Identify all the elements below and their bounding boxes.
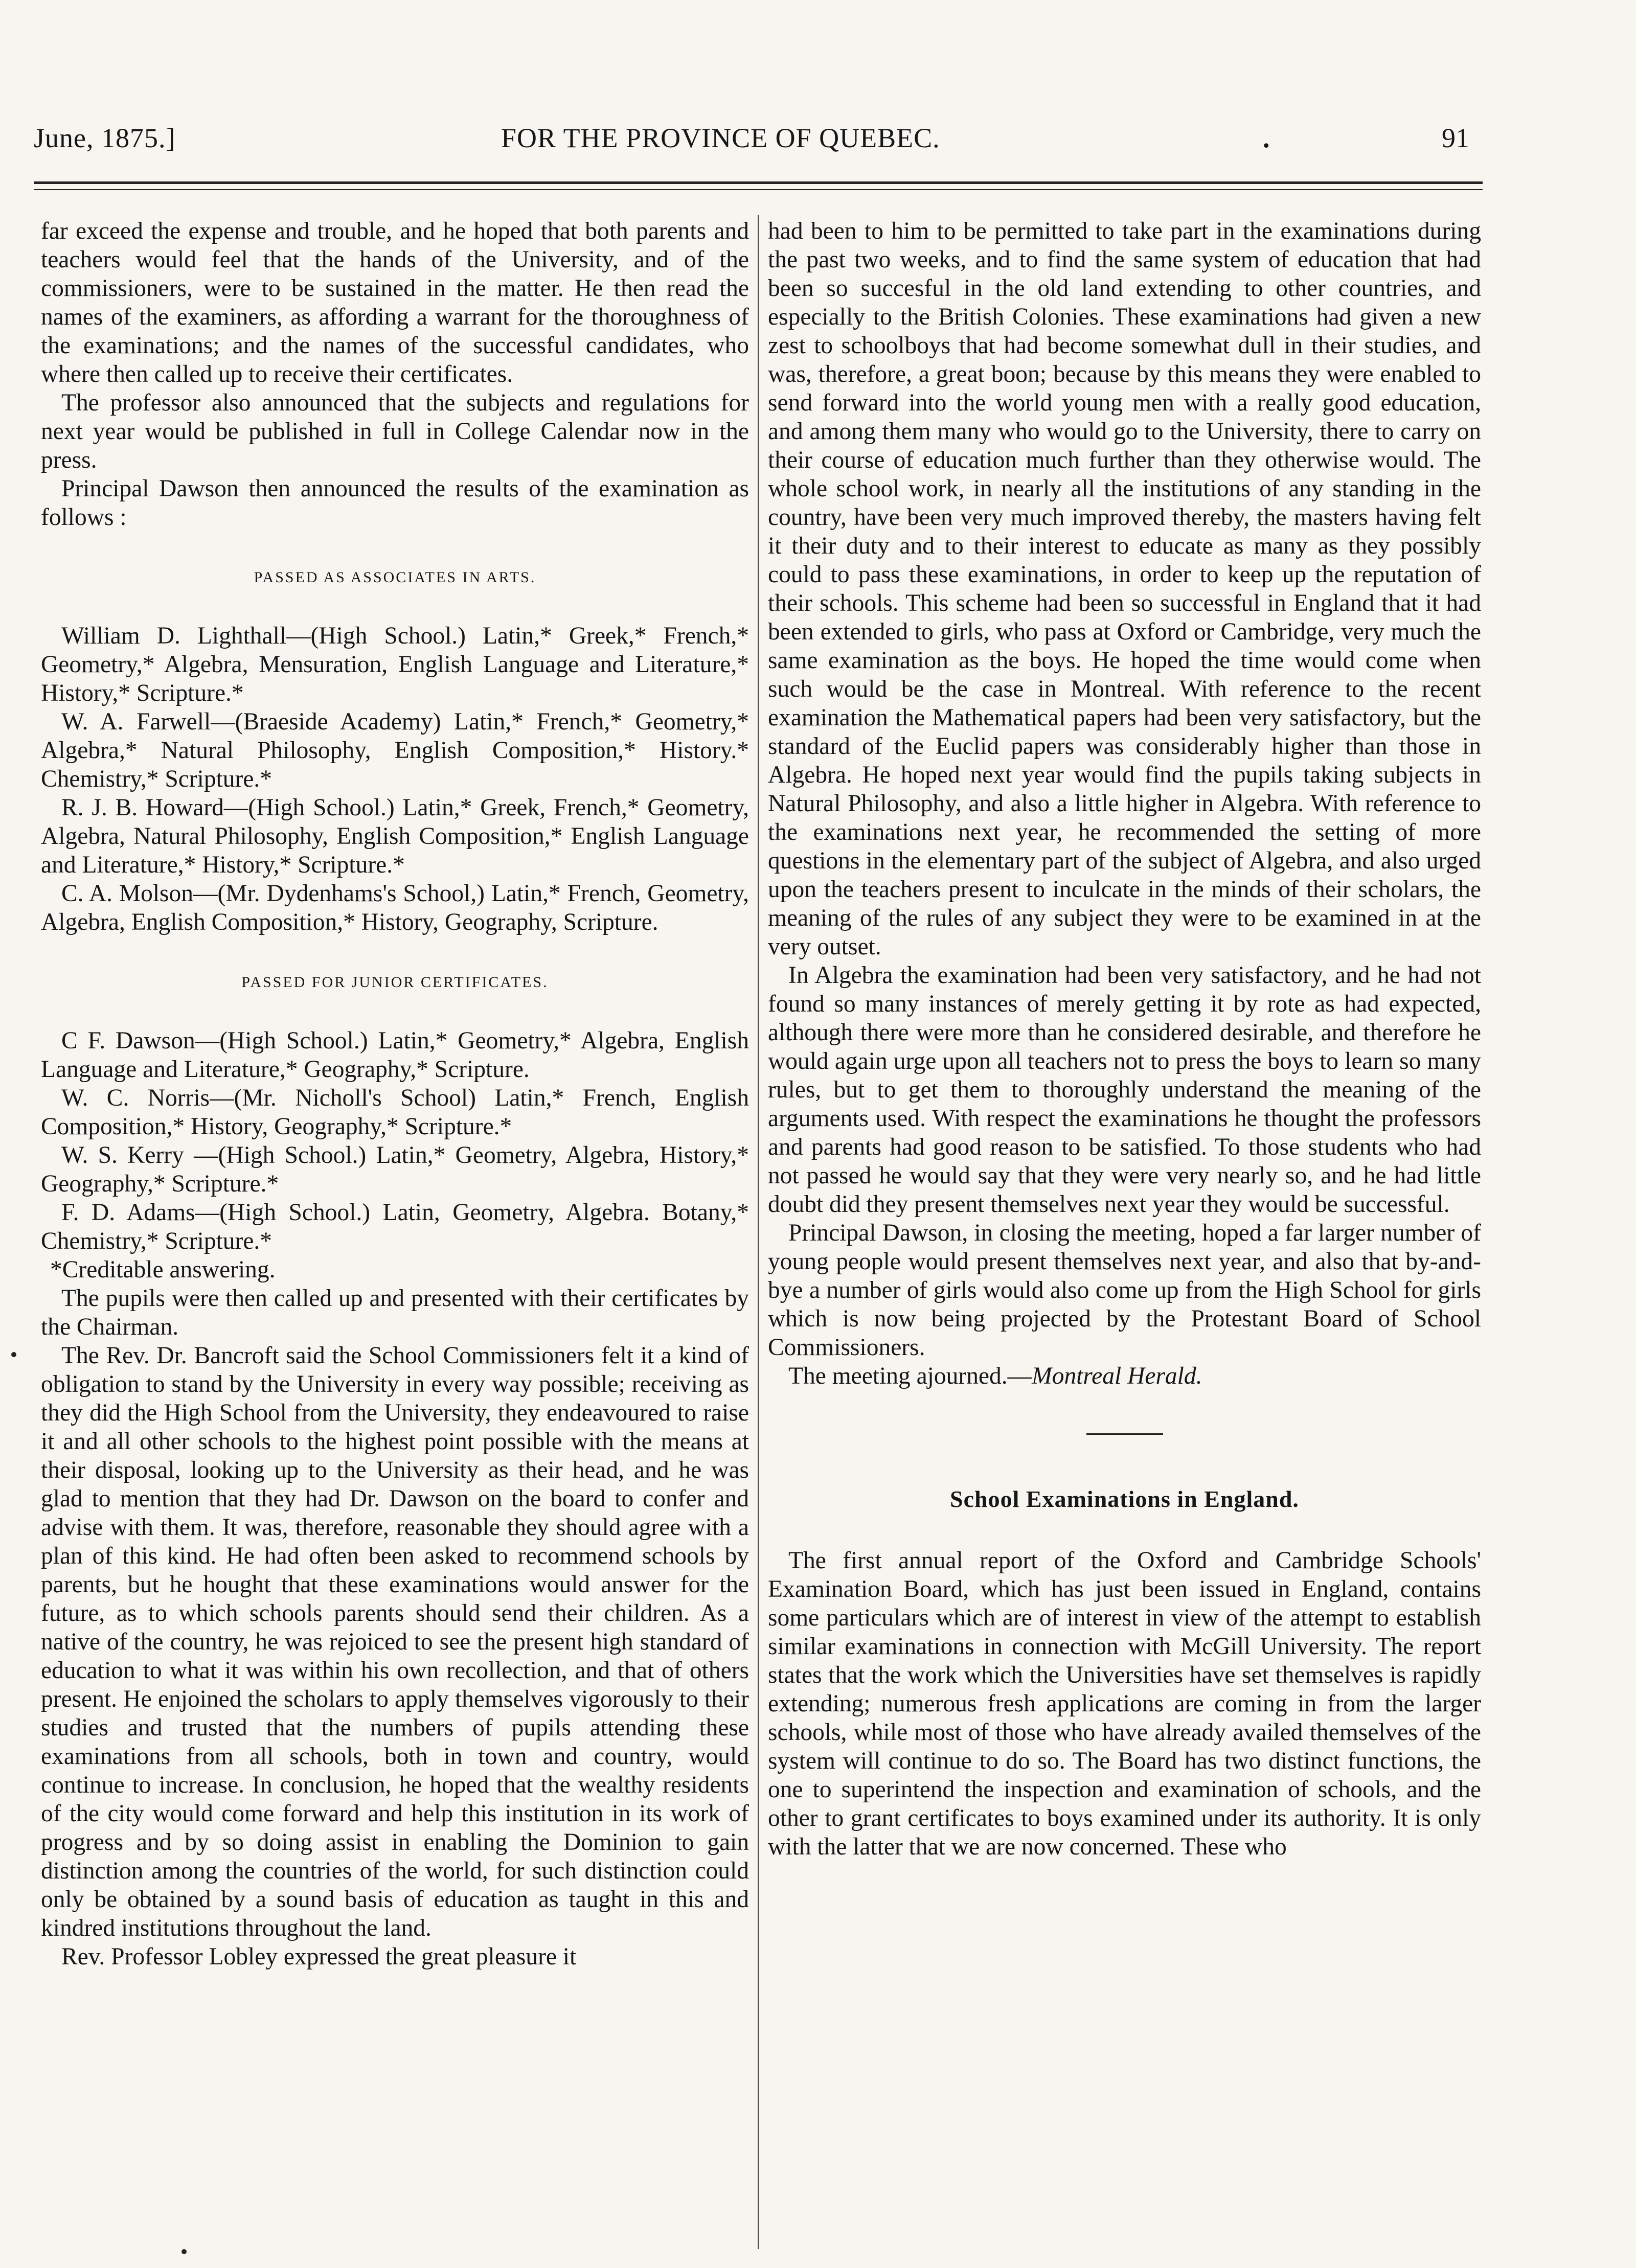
left-column — [41, 217, 749, 1971]
paragraph: The Rev. Dr. Bancroft said the School Commissioners felt it a kind of obligation to stand by the University in every way possible; receiving as they did the High School from the University, they endeavoured to raise it and all other schools to the highest point possible with the means at their disposal, looking up to the University as their head, and he was glad to mention that they had Dr. Dawson on the board to confer and advise with them. It was, therefore, reasonable they should agree with a plan of this kind. He had often been asked to recommend schools by parents, but he hought that these examinations would answer for the future, as to which schools parents should send their children. As a native of the country, he was rejoiced to see the present high standard of education to what it was within his own recollection, and that of others present. He enjoined the scholars to apply themselves vigorously to their studies and trusted that the numbers of pupils attending these examinations from all schools, both in town and country, would continue to increase. In conclusion, he hoped that the wealthy residents of the city would come forward and help this institution in its work of progress and by so doing assist in enabling the Dominion to gain distinction among the countries of the world, for such distinction could only be obtained by a sound basis of education as taught in this and kindred institutions throughout the land. — [41, 1342, 749, 1941]
candidate-entry: W. S. Kerry —(High School.) Latin,* Geometry, Algebra, History,* Geography,* Scripture.* — [41, 1142, 749, 1197]
paragraph: had been to him to be permitted to take part in the examinations during the past two weeks, and to find the same system of education that had been so succesful in the old land extending to other countries, and especially to the British Colonies. These examinations had given a new zest to schoolboys that had become somewhat dull in their studies, and was, therefore, a great boon; because by this means they were enabled to send forward into the world young men with a really good education, and among them many who would go to the University, there to carry on their course of education much further than they otherwise would. The whole school work, in nearly all the institutions of any standing in the country, have been very much improved thereby, the masters having felt it their duty and to their interest to educate as many as they possibly could to pass these examinations, in order to keep up the reputation of their schools. This scheme had been so successful in England that it had been extended to girls, who pass at Oxford or Cambridge, very much the same examination as the boys. He hoped the time would come when such would be the case in Montreal. With reference to the recent examination the Mathematical papers had been very satisfactory, but the standard of the Euclid papers was considerably higher than those in Algebra. He hoped next year would find the pupils taking subjects in Natural Philosophy, and also a little higher in Algebra. With reference to the examinations next year, he recommended the setting of more questions in the elementary part of the subject of Algebra, and also urged upon the teachers present to inculcate in the minds of their scholars, the meaning of the rules of any subject they were to be examined in at the very outset. — [768, 218, 1481, 960]
candidate-entry: William D. Lighthall—(High School.) Latin,* Greek,* French,* Geometry,* Algebra, Mensuration, English Language and Literature,* History,* Scripture.* — [41, 623, 749, 706]
print-speck — [181, 2249, 187, 2254]
paragraph: The pupils were then called up and presented with their certificates by the Chairman. — [41, 1285, 749, 1340]
issue-date: June, 1875.] — [34, 123, 176, 153]
candidate-entry: C. A. Molson—(Mr. Dydenhams's School,) Latin,* French, Geometry, Algebra, English Composition,* History, Geography, Scripture. — [41, 880, 749, 935]
paragraph: Principal Dawson then announced the results of the examination as follows : — [41, 475, 749, 531]
header-rule-thin — [34, 189, 1483, 190]
right-column — [768, 217, 1481, 1861]
print-speck — [11, 1352, 16, 1357]
paragraph: far exceed the expense and trouble, and he hoped that both parents and teachers would feel that the hands of the University, and of the commissioners, were to be sustained in the matter. He then read the names of the examiners, as affording a warrant for the thoroughness of the examinations; and the names of the successful candidates, who where then called up to receive their certificates. — [41, 218, 749, 387]
closing-line — [768, 1362, 1481, 1390]
header-dot: . — [1263, 123, 1270, 153]
article-title: School Examinations in England. — [950, 1486, 1299, 1512]
paragraph: The first annual report of the Oxford and Cambridge Schools' Examination Board, which has just been issued in England, contains some particulars which are of interest in view of the attempt to establish similar examinations in connection with McGill University. The report states that the work which the Universities have set themselves is rapidly extending; numerous fresh applications are coming in from the larger schools, while most of those who have already availed themselves of the system will continue to do so. The Board has two distinct functions, the one to superintend the inspection and examination of schools, and the other to grant certificates to boys examined under its authority. It is only with the latter that we are now concerned. These who — [768, 1547, 1481, 1860]
paragraph: The professor also announced that the subjects and regulations for next year would be published in full in College Calendar now in the press. — [41, 390, 749, 473]
closing-text: The meeting ajourned.— — [788, 1363, 1032, 1389]
source-attribution: Montreal Herald. — [1032, 1363, 1202, 1389]
column-divider — [758, 215, 759, 2249]
section-heading-junior: PASSED FOR JUNIOR CERTIFICATES. — [241, 974, 549, 991]
candidate-entry: W. A. Farwell—(Braeside Academy) Latin,* French,* Geometry,* Algebra,* Natural Philosophy, English Composition,* History.* Chemistry,* Scripture.* — [41, 708, 749, 792]
article-separator — [1086, 1433, 1163, 1435]
running-title: FOR THE PROVINCE OF QUEBEC. — [501, 123, 940, 153]
paragraph: In Algebra the examination had been very satisfactory, and he had not found so many instances of merely getting it by rote as had expected, although there were more than he considered desirable, and therefore he would again urge upon all teachers not to press the boys to learn so many rules, but to get them to thoroughly understand the meaning of the arguments used. With respect the examinations he thought the professors and parents had good reason to be satisfied. To those students who had not passed he would say that they were very nearly so, and he had little doubt did they present themselves next year they would be successful. — [768, 962, 1481, 1218]
section-heading-associates: PASSED AS ASSOCIATES IN ARTS. — [254, 569, 536, 586]
footnote: *Creditable answering. — [50, 1256, 276, 1283]
candidate-entry: C F. Dawson—(High School.) Latin,* Geometry,* Algebra, English Language and Literature,* Geography,* Scripture. — [41, 1027, 749, 1083]
paragraph: Principal Dawson, in closing the meeting, hoped a far larger number of young people would present themselves next year, and also that by-and-bye a number of girls would also come up from the High School for girls which is now being projected by the Protestant Board of School Commissioners. — [768, 1220, 1481, 1361]
header-rule — [34, 181, 1483, 184]
candidate-entry: R. J. B. Howard—(High School.) Latin,* Greek, French,* Geometry, Algebra, Natural Philosophy, English Composition,* English Language and Literature,* History,* Scripture.* — [41, 794, 749, 878]
paragraph: Rev. Professor Lobley expressed the great pleasure it — [61, 1943, 577, 1970]
candidate-entry: F. D. Adams—(High School.) Latin, Geometry, Algebra. Botany,* Chemistry,* Scripture.* — [41, 1199, 749, 1254]
candidate-entry: W. C. Norris—(Mr. Nicholl's School) Latin,* French, English Composition,* History, Geography,* Scripture.* — [41, 1085, 749, 1140]
page-number: 91 — [1442, 123, 1469, 153]
